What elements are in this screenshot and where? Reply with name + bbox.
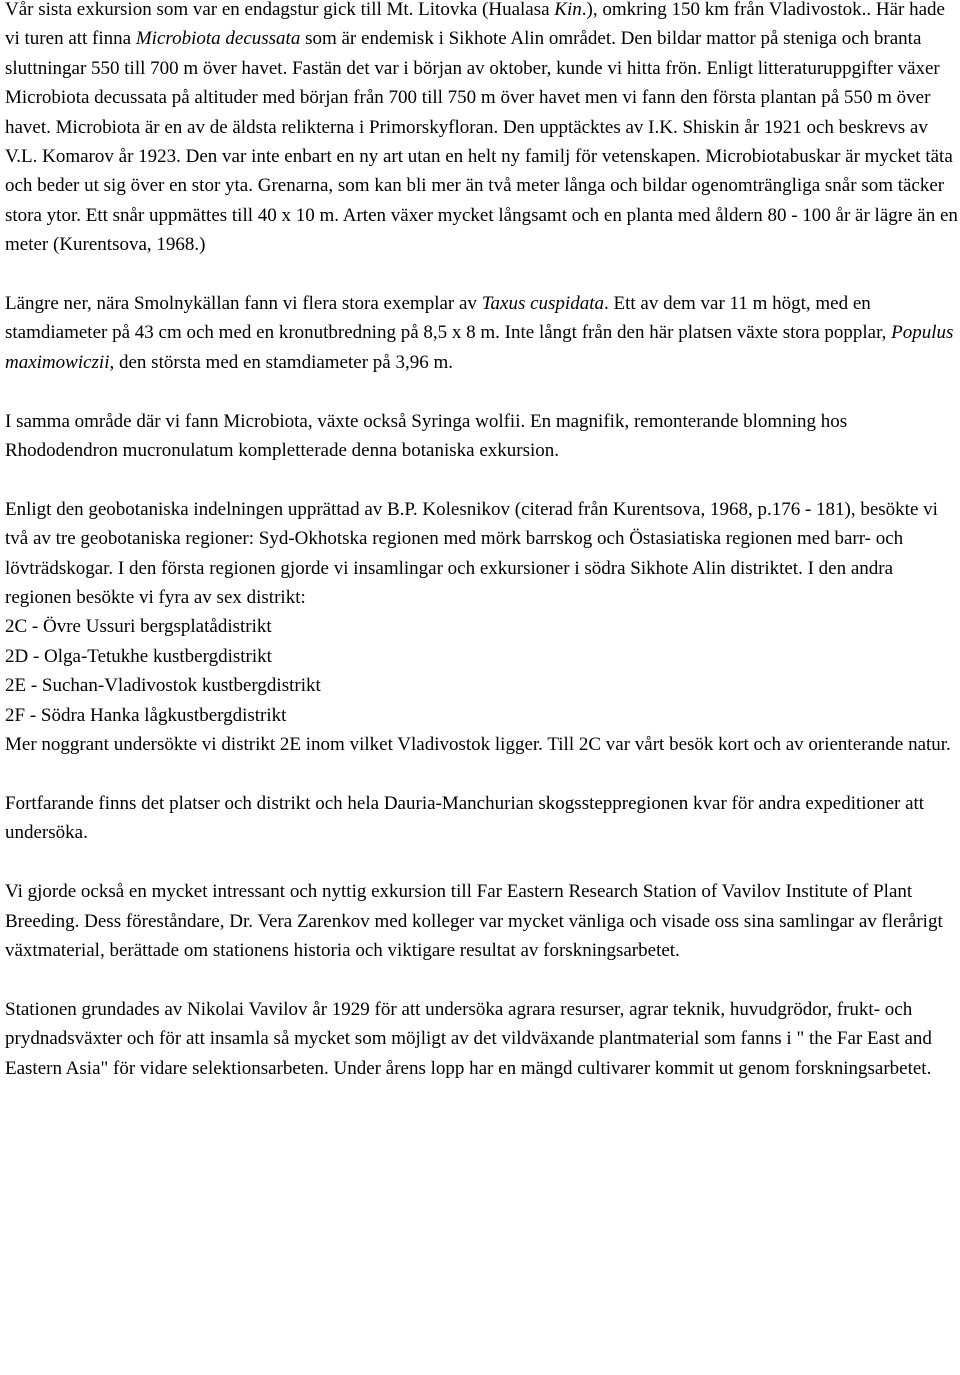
paragraph-syringa: I samma område där vi fann Microbiota, växte också Syringa wolfii. En magnifik, remonterande blomning hos Rhododendron mucronulatum kompletterade denna botaniska exkursion. xyxy=(5,410,848,462)
paragraph-microbiota xyxy=(5,0,960,260)
italic-species-name: Taxus cuspidata xyxy=(481,293,604,315)
district-item: 2C - Övre Ussuri bergsplatådistrikt xyxy=(5,616,272,638)
paragraph-vavilov-station: Vi gjorde också en mycket intressant och nyttig exkursion till Far Eastern Research Station of Vavilov Institute of Plant Breeding. Dess föreståndare, Dr. Vera Zarenkov med kolleger var mycket vänliga och visade oss sina samlingar av flerårigt växtmaterial, berättade om stationens historia och viktigare resultat av forskningsarbetet. xyxy=(5,881,943,961)
paragraph-geobotanical-regions xyxy=(5,495,960,760)
text-span: som är endemisk i Sikhote Alin området. Den bildar mattor på steniga och branta sluttningar 550 till 700 m över havet. Fastän det var i början av oktober, kunde vi hitta frön. Enligt litteraturuppgifter växer Microbiota decussata på altituder med början från 700 till 750 m över havet men vi fann den första plantan på 550 m över havet. Microbiota är en av de äldsta relikterna i Primorskyfloran. Den upptäcktes av I.K. Shiskin år 1921 och beskrevs av V.L. Komarov år 1923. Den var inte enbart en ny art utan en helt ny familj för vetenskapen. Microbiotabuskar är mycket täta och beder ut sig över en stor yta. Grenarna, som kan bli mer än två meter långa och bildar ogenomträngliga snår som täcker stora ytor. Ett snår uppmättes till 40 x 10 m. Arten växer mycket långsamt och en planta med åldern 80 - 100 år är lägre än en meter (Kurentsova, 1968.) xyxy=(5,28,958,256)
text-span: . Ett av dem var 11 m högt, med en stamdiameter på 43 cm och med en kronutbredning på 8,5 x 8 m. Inte långt från den här platsen växte stora popplar, xyxy=(5,293,892,344)
district-item: 2D - Olga-Tetukhe kustbergdistrikt xyxy=(5,645,272,667)
regions-outro: Mer noggrant undersökte vi distrikt 2E inom vilket Vladivostok ligger. Till 2C var vårt besök kort och av orienterande natur. xyxy=(5,734,951,756)
text-span: , den största med en stamdiameter på 3,96 m. xyxy=(109,351,453,373)
italic-term: Kin xyxy=(554,0,582,20)
text-span: Längre ner, nära Smolnykällan fann vi flera stora exemplar av xyxy=(5,293,482,315)
paragraph-station-history: Stationen grundades av Nikolai Vavilov år 1929 för att undersöka agrara resurser, agrar teknik, huvudgrödor, frukt- och prydnadsväxter och för att insamla så mycket som möjligt av det vildväxande plantmaterial som fanns i " the Far East and Eastern Asia" för vidare selektionsarbeten. Under årens lopp har en mängd cultivarer kommit ut genom forskningsarbetet. xyxy=(5,998,932,1079)
text-span: Vår sista exkursion som var en endagstur gick till Mt. Litovka (Hualasa xyxy=(5,0,555,20)
text-span: .), omkring 150 km från Vladivostok.. Här hade vi turen att finna xyxy=(5,0,945,50)
district-item: 2E - Suchan-Vladivostok kustbergdistrikt xyxy=(5,675,321,697)
italic-species-name: Populus maximowiczii xyxy=(5,322,954,373)
district-item: 2F - Södra Hanka lågkustbergdistrikt xyxy=(5,704,287,726)
regions-intro: Enligt den geobotaniska indelningen upprättad av B.P. Kolesnikov (citerad från Kurentsova, 1968, p.176 - 181), besökte vi två av tre geobotaniska regioner: Syd-Okhotska regionen med mörk barrskog och Östasiatiska regionen med barr- och lövträdskogar. I den första regionen gjorde vi insamlingar och exkursioner i södra Sikhote Alin distriktet. I den andra regionen besökte vi fyra av sex distrikt: xyxy=(5,498,938,609)
paragraph-taxus-populus xyxy=(5,289,960,377)
paragraph-remaining-regions: Fortfarande finns det platser och distrikt och hela Dauria-Manchurian skogssteppregionen kvar för andra expeditioner att undersöka. xyxy=(5,792,925,844)
italic-species-name: Microbiota decussata xyxy=(135,28,301,50)
